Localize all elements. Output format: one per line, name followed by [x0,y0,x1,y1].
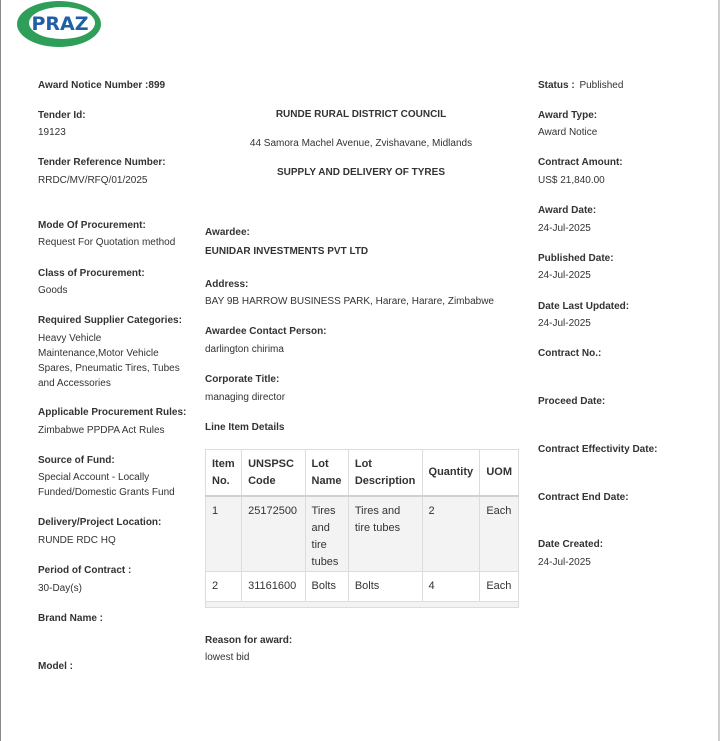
line-items-table-wrapper [205,449,519,608]
col-quantity: Quantity [422,450,480,497]
award-date-value: 24-Jul-2025 [538,223,591,234]
address-value: BAY 9B HARROW BUSINESS PARK, Harare, Harare, Zimbabwe [205,296,494,307]
tender-ref-label: Tender Reference Number: [38,157,166,168]
line-items-heading: Line Item Details [205,422,285,433]
supplier-categories-line: and Accessories [38,378,111,389]
published-date-label: Published Date: [538,253,614,264]
cell-quantity: 4 [422,572,480,602]
tender-id-value: 19123 [38,127,66,138]
date-created-label: Date Created: [538,539,604,550]
contact-label: Awardee Contact Person: [205,326,327,337]
supplier-categories-line: Maintenance,Motor Vehicle [38,348,159,359]
effectivity-date-label: Contract Effectivity Date: [538,444,658,455]
reason-label: Reason for award: [205,635,293,646]
location-label: Delivery/Project Location: [38,517,162,528]
award-type-label: Award Type: [538,110,598,121]
cell-lot-description: Tires and tire tubes [348,496,422,572]
cell-item-no: 2 [206,572,242,602]
contact-value: darlington chirima [205,344,284,355]
corporate-title-value: managing director [205,392,286,403]
col-lot-description: Lot Description [348,450,422,497]
table-header-row [206,450,519,497]
rules-value: Zimbabwe PPDPA Act Rules [38,425,165,436]
org-address: 44 Samora Machel Avenue, Zvishavane, Midlands [249,138,473,149]
praz-logo [15,0,103,50]
class-value: Goods [38,285,68,296]
tender-title: SUPPLY AND DELIVERY OF TYRES [276,167,445,178]
supplier-categories-value [38,331,188,391]
award-type-value: Award Notice [538,127,598,138]
logo-text: PRAZ [31,13,89,35]
col-unspsc: UNSPSC Code [242,450,305,497]
model-label: Model : [38,661,73,672]
cell-lot-description: Bolts [348,572,422,602]
amount-label: Contract Amount: [538,157,623,168]
last-updated-label: Date Last Updated: [538,301,630,312]
cell-unspsc: 31161600 [242,572,305,602]
amount-value: US$ 21,840.00 [538,175,605,186]
class-label: Class of Procurement: [38,268,145,279]
table-row [206,572,519,602]
published-date-value: 24-Jul-2025 [538,270,591,281]
tender-ref-value: RRDC/MV/RFQ/01/2025 [38,175,148,186]
col-item-no: Item No. [206,450,242,497]
cell-item-no: 1 [206,496,242,572]
col-lot-name: Lot Name [305,450,348,497]
cell-lot-name: Tires and tire tubes [305,496,348,572]
award-notice-number: Award Notice Number :899 [38,80,166,91]
brand-label: Brand Name : [38,613,104,624]
cell-unspsc: 25172500 [242,496,305,572]
date-created-value: 24-Jul-2025 [538,557,591,568]
table-footer-row [206,602,519,608]
mode-value: Request For Quotation method [38,237,176,248]
col-uom: UOM [480,450,519,497]
proceed-date-label: Proceed Date: [538,396,606,407]
period-value: 30-Day(s) [38,583,82,594]
award-date-label: Award Date: [538,205,597,216]
end-date-label: Contract End Date: [538,492,629,503]
line-items-table [205,449,519,608]
fund-label: Source of Fund: [38,455,115,466]
mode-label: Mode Of Procurement: [38,220,146,231]
address-label: Address: [205,279,249,290]
awardee-label: Awardee: [205,227,250,238]
awardee-value: EUNIDAR INVESTMENTS PVT LTD [205,246,369,257]
rules-label: Applicable Procurement Rules: [38,407,187,418]
supplier-categories-line: Spares, Pneumatic Tires, Tubes [38,363,180,374]
last-updated-value: 24-Jul-2025 [538,318,591,329]
status [538,78,623,93]
cell-uom: Each [480,496,519,572]
corporate-title-label: Corporate Title: [205,374,280,385]
supplier-categories-line: Heavy Vehicle [38,333,102,344]
cell-uom: Each [480,572,519,602]
fund-line: Funded/Domestic Grants Fund [38,487,175,498]
tender-id-label: Tender Id: [38,110,86,121]
supplier-categories-label: Required Supplier Categories: [38,315,182,326]
praz-logo-icon [15,0,103,50]
location-value: RUNDE RDC HQ [38,535,116,546]
cell-lot-name: Bolts [305,572,348,602]
status-label: Status : [538,80,575,91]
cell-quantity: 2 [422,496,480,572]
period-label: Period of Contract : [38,565,132,576]
org-name: RUNDE RURAL DISTRICT COUNCIL [275,109,447,120]
contract-no-label: Contract No.: [538,348,602,359]
fund-line: Special Account - Locally [38,472,150,483]
table-row [206,496,519,572]
fund-value [38,470,188,500]
status-value: Published [579,80,624,91]
reason-value: lowest bid [205,652,250,663]
